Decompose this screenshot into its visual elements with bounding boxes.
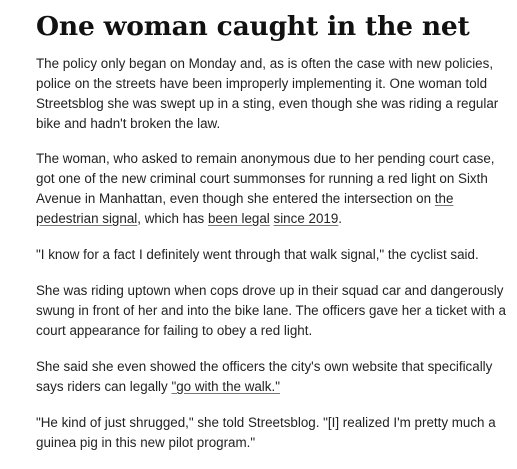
go-with-the-walk-link[interactable]: "go with the walk."	[171, 379, 280, 394]
since-2019-link[interactable]: since 2019	[273, 211, 339, 226]
paragraph-6-quote: "He kind of just shrugged," she told Streetsblog. "[I] realized I'm pretty much a guinea pig in this new pilot program."	[36, 415, 496, 450]
paragraph-2-text-after: .	[338, 211, 343, 226]
paragraph-2	[36, 149, 506, 229]
been-legal-link[interactable]: been legal	[207, 211, 270, 226]
article-body	[36, 10, 506, 469]
paragraph-3-quote: "I know for a fact I definitely went through that walk signal," the cyclist said.	[36, 247, 479, 262]
article-headline: One woman caught in the net	[36, 11, 470, 42]
paragraph-2-text-mid1: , which has	[137, 211, 208, 226]
paragraph-5	[36, 357, 506, 397]
pedestrian-signal-link[interactable]: the pedestrian signal	[36, 191, 454, 226]
paragraph-4: She was riding uptown when cops drove up in their squad car and dangerously swung in front of her and into the bike lane. The officers gave her a ticket with a court appearance for failing to obey a red light.	[36, 283, 506, 338]
paragraph-2-text-before: The woman, who asked to remain anonymous due to her pending court case, got one of the new criminal court summonses for running a red light on Sixth Avenue in Manhattan, even though she entered the intersection on	[36, 151, 495, 206]
paragraph-5-text-before: She said she even showed the officers the city's own website that specifically says riders can legally	[36, 359, 493, 394]
paragraph-1: The policy only began on Monday and, as is often the case with new policies, police on the streets have been improperly implementing it. One woman told Streetsblog she was swept up in a sting, even though she was riding a regular bike and hadn't broken the law.	[36, 56, 499, 131]
